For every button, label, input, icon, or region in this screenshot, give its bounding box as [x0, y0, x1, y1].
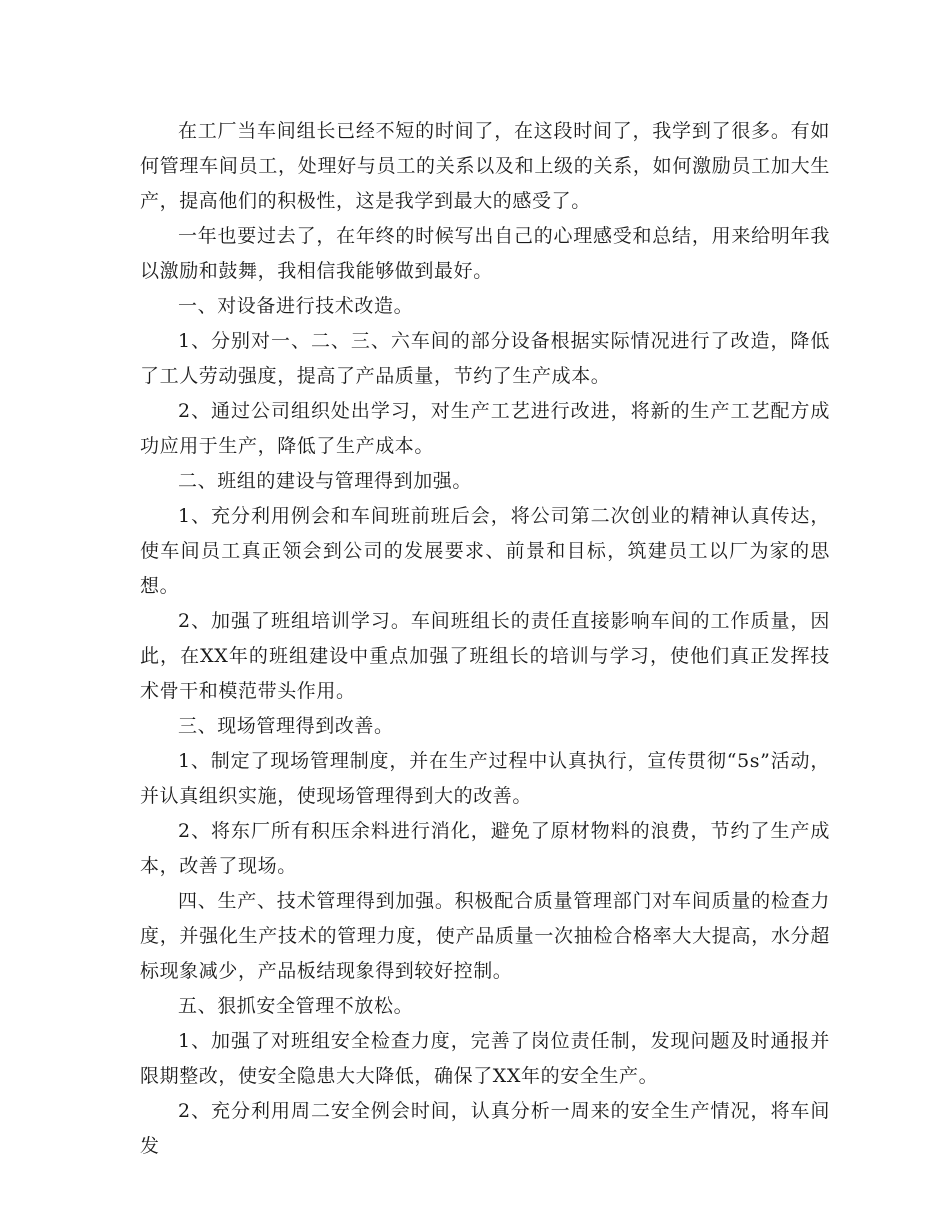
- paragraph: 1、分别对一、二、三、六车间的部分设备根据实际情况进行了改造，降低了工人劳动强度，提高了产品质量，节约了生产成本。: [140, 330, 830, 387]
- paragraph: 1、充分利用例会和车间班前班后会，将公司第二次创业的精神认真传达，使车间员工真正领会到公司的发展要求、前景和目标，筑建员工以厂为家的思想。: [140, 505, 830, 597]
- section-heading: 五、狠抓安全管理不放松。: [178, 995, 414, 1017]
- section-heading: 三、现场管理得到改善。: [178, 715, 394, 737]
- paragraph: 在工厂当车间组长已经不短的时间了，在这段时间了，我学到了很多。有如何管理车间员工，处理好与员工的关系以及和上级的关系，如何激励员工加大生产，提高他们的积极性，这是我学到最大的感受了。: [140, 120, 830, 212]
- section-paragraph: 四、生产、技术管理得到加强。积极配合质量管理部门对车间质量的检查力度，并强化生产技术的管理力度，使产品质量一次抽检合格率大大提高，水分超标现象减少，产品板结现象得到较好控制。: [140, 890, 830, 982]
- document-body: [140, 114, 830, 1164]
- paragraph: 2、通过公司组织处出学习，对生产工艺进行改进，将新的生产工艺配方成功应用于生产，降低了生产成本。: [140, 400, 830, 457]
- paragraph: 一年也要过去了，在年终的时候写出自己的心理感受和总结，用来给明年我以激励和鼓舞，我相信我能够做到最好。: [140, 225, 830, 282]
- paragraph: 1、加强了对班组安全检查力度，完善了岗位责任制，发现问题及时通报并限期整改，使安全隐患大大降低，确保了XX年的安全生产。: [140, 1030, 830, 1087]
- section-heading: 一、对设备进行技术改造。: [178, 295, 414, 317]
- paragraph: 2、将东厂所有积压余料进行消化，避免了原材物料的浪费，节约了生产成本，改善了现场。: [140, 820, 830, 877]
- section-heading: 二、班组的建设与管理得到加强。: [178, 470, 473, 492]
- paragraph: 1、制定了现场管理制度，并在生产过程中认真执行，宣传贯彻“5s”活动，并认真组织实施，使现场管理得到大的改善。: [140, 750, 830, 807]
- paragraph: 2、加强了班组培训学习。车间班组长的责任直接影响车间的工作质量，因此，在XX年的班组建设中重点加强了班组长的培训与学习，使他们真正发挥技术骨干和模范带头作用。: [140, 610, 830, 702]
- paragraph: 2、充分利用周二安全例会时间，认真分析一周来的安全生产情况，将车间发: [140, 1100, 830, 1157]
